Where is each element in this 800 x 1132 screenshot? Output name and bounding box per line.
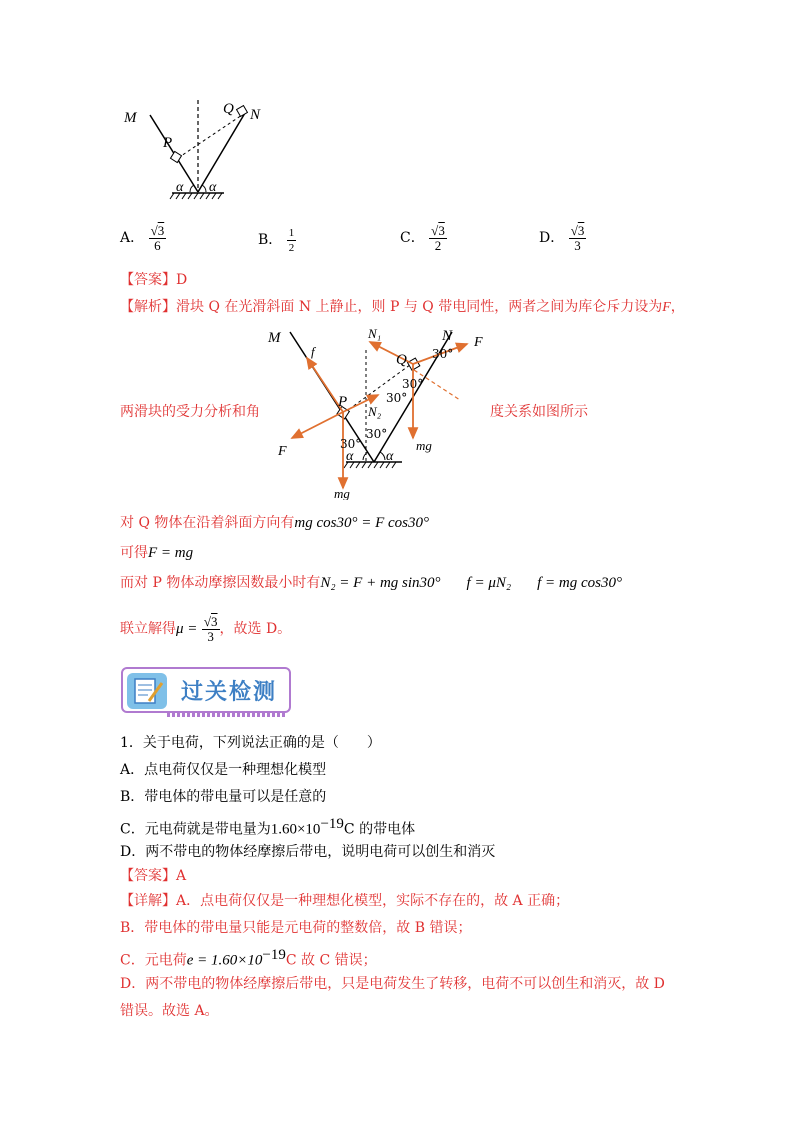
fig1-label-q: Q <box>223 101 234 117</box>
answer-1: 【答案】D <box>120 272 188 288</box>
section-banner <box>121 667 291 719</box>
fig2-label-n1: N₁ <box>368 326 382 341</box>
fig2-alpha-left: α <box>346 449 354 464</box>
fig2-label-p: P <box>338 394 348 410</box>
fig2-alpha-right: α <box>386 449 394 464</box>
banner-title: 过关检测 <box>181 680 278 705</box>
fig2-label-q: Q <box>396 352 407 368</box>
analysis-right-text: 度关系如图所示 <box>490 404 588 420</box>
q1-stem: 1．关于电荷，下列说法正确的是（ ） <box>120 735 381 751</box>
analysis-eq-3: 而对 P 物体动摩擦因数最小时有N₂ = F + mg sin30° f = μN₂ f = mg cos30° <box>120 575 622 591</box>
fig2-label-mg-p: mg <box>334 486 350 500</box>
banner-underline <box>167 713 285 717</box>
fig2-label-mg-q: mg <box>416 438 432 453</box>
detail-line-5: 错误。故选 A。 <box>120 1003 219 1019</box>
option-b: B． $\frac{1}{2}$ <box>258 226 295 254</box>
answer-2: 【答案】A <box>120 868 187 884</box>
fig2-angle-5: 30° <box>340 437 362 451</box>
option-c: C． √ $\frac{3}{2}$ <box>400 220 447 256</box>
fig2-label-f-left: F <box>278 444 287 459</box>
fig2-label-n2: N₂ <box>368 404 382 419</box>
detail-line-4: D．两不带电的物体经摩擦后带电，只是电荷发生了转移，电荷不可以创生和消灭，故 D <box>120 976 665 992</box>
analysis-eq-1: 对 Q 物体在沿着斜面方向有mg cos30° = F cos30° <box>120 515 429 531</box>
fig2-angle-1: 30° <box>432 347 454 361</box>
fig2-label-f: f <box>311 344 315 359</box>
notebook-pen-icon <box>127 673 167 709</box>
fig2-label-m: M <box>268 330 281 346</box>
fig1-alpha-left: α <box>176 180 184 195</box>
figure-force-analysis <box>262 320 522 500</box>
figure-inclines <box>110 95 280 215</box>
fig1-label-n: N <box>250 107 261 123</box>
fig1-label-p: P <box>163 135 173 151</box>
detail-line-1: 【详解】A．点电荷仅仅是一种理想化模型，实际不存在的，故 A 正确； <box>120 893 570 909</box>
fig2-label-n: N <box>442 328 453 344</box>
fig2-angle-4: 30° <box>366 427 388 441</box>
detail-line-2: B．带电体的带电量只能是元电荷的整数倍，故 B 错误； <box>120 920 472 936</box>
detail-line-3: C．元电荷$e = 1.60\times 10^{-19}C$ 故 C 错误； <box>120 947 377 969</box>
analysis-eq-2: 可得F = mg <box>120 545 194 561</box>
fig1-label-m: M <box>124 110 137 126</box>
fig2-angle-2: 30° <box>402 377 424 391</box>
fig2-angle-3: 30° <box>386 391 408 405</box>
option-a: A． √ $\frac{3}{6}$ <box>120 220 166 256</box>
q1-option-d: D．两不带电的物体经摩擦后带电，说明电荷可以创生和消灭 <box>120 844 496 860</box>
q1-option-b: B．带电体的带电量可以是任意的 <box>120 789 327 805</box>
analysis-eq-4: 联立解得μ = √ $\frac{3}{3}$ ，故选 D。 <box>120 609 291 649</box>
q1-option-c: C．元电荷就是带电量为$1.60\times 10^{-19}C$ 的带电体 <box>120 816 416 838</box>
analysis-left-text: 两滑块的受力分析和角 <box>120 404 260 420</box>
fig1-alpha-right: α <box>209 180 217 195</box>
q1-option-a: A．点电荷仅仅是一种理想化模型 <box>120 762 327 778</box>
fig2-label-f-top: F <box>474 335 483 350</box>
option-d: D． √ $\frac{3}{3}$ <box>539 220 586 256</box>
analysis-line-1: 【解析】滑块 Q 在光滑斜面 N 上静止，则 P 与 Q 带电同性，两者之间为库仑斥力设为F， <box>120 299 685 315</box>
